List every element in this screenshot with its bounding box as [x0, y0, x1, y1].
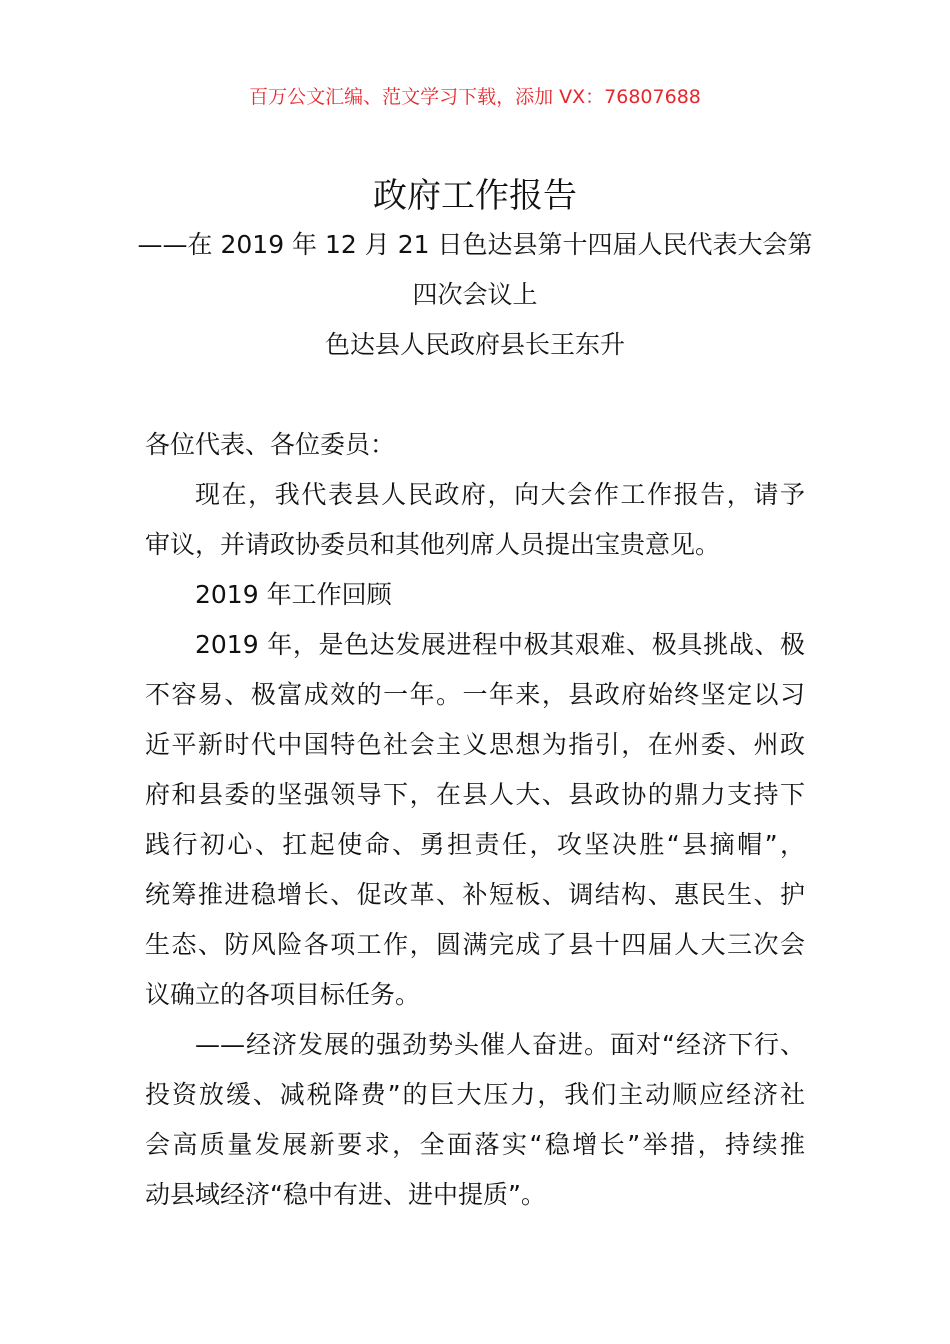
- body-line: 近平新时代中国特色社会主义思想为指引，在州委、州政: [145, 730, 805, 759]
- watermark-banner: 百万公文汇编、范文学习下载，添加 VX：76807688: [249, 86, 701, 108]
- body-line: 会高质量发展新要求，全面落实“稳增长”举措，持续推: [145, 1130, 805, 1159]
- body-line: 生态、防风险各项工作，圆满完成了县十四届人大三次会: [145, 930, 805, 959]
- subtitle-line-2: 四次会议上: [412, 280, 538, 309]
- body-line: 不容易、极富成效的一年。一年来，县政府始终坚定以习: [145, 680, 805, 709]
- document-title: 政府工作报告: [373, 176, 577, 216]
- body-line: 动县域经济“稳中有进、进中提质”。: [145, 1180, 546, 1209]
- body-line: ——经济发展的强劲势头催人奋进。面对“经济下行、: [195, 1030, 805, 1059]
- body-line: 统筹推进稳增长、促改革、补短板、调结构、惠民生、护: [145, 880, 805, 909]
- salutation: 各位代表、各位委员：: [145, 430, 396, 459]
- body-line: 践行初心、扛起使命、勇担责任，攻坚决胜“县摘帽”，: [145, 830, 805, 859]
- author-line: 色达县人民政府县长王东升: [324, 330, 625, 359]
- body-line: 2019 年，是色达发展进程中极其艰难、极具挑战、极: [195, 630, 805, 659]
- body-line: 投资放缓、减税降费”的巨大压力，我们主动顺应经济社: [145, 1080, 805, 1109]
- body-line: 府和县委的坚强领导下，在县人大、县政协的鼎力支持下: [145, 780, 805, 809]
- body-line: 现在，我代表县人民政府，向大会作工作报告，请予: [195, 480, 805, 509]
- body-line: 议确立的各项目标任务。: [145, 980, 421, 1009]
- section-heading: 2019 年工作回顾: [195, 580, 392, 609]
- document-body: [145, 420, 805, 1220]
- subtitle-line-1: ——在 2019 年 12 月 21 日色达县第十四届人民代表大会第: [137, 230, 813, 259]
- body-line: 审议，并请政协委员和其他列席人员提出宝贵意见。: [145, 530, 721, 559]
